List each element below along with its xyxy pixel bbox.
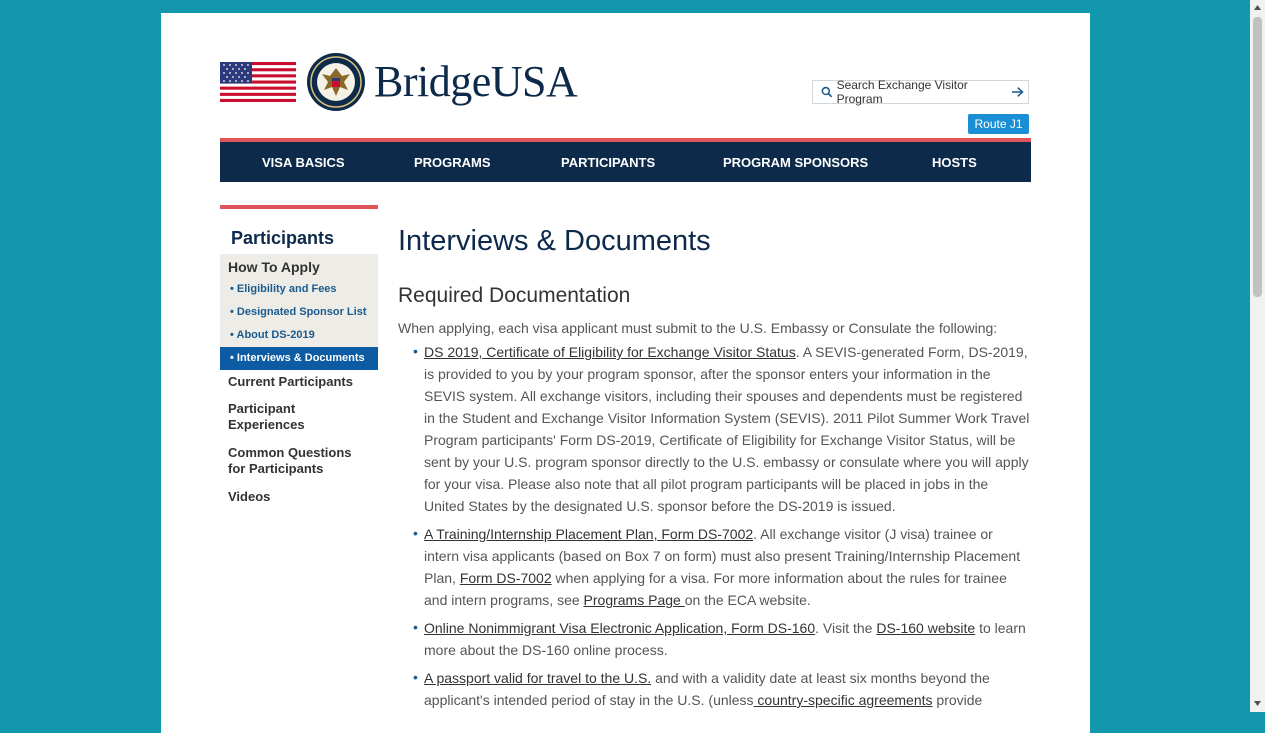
nav-hosts[interactable]: HOSTS: [932, 155, 977, 170]
search-placeholder[interactable]: Search Exchange Visitor Program: [836, 78, 968, 106]
main-content: [398, 221, 1038, 708]
list-item-text: when applying for a visa. For more information about the rules for trainee and intern programs, see: [424, 570, 1007, 608]
list-item-text: . All exchange visitor (J visa) trainee or intern visa applicants (based on Box 7 on form) must also present Training/Internship Placement Plan,: [424, 526, 1021, 586]
required-documents-list: [413, 341, 1030, 717]
ds7002-plan-link[interactable]: A Training/Internship Placement Plan, Form DS-7002: [424, 526, 754, 542]
intro-text: When applying, each visa applicant must submit to the U.S. Embassy or Consulate the following:: [398, 320, 998, 336]
arrow-right-icon[interactable]: [1011, 86, 1024, 98]
sidebar-item-videos[interactable]: Videos: [228, 489, 271, 504]
sidebar-subitem-sponsor-list[interactable]: • Designated Sponsor List: [230, 306, 367, 318]
page-title: Interviews & Documents: [398, 225, 711, 257]
sidebar-item-common-questions[interactable]: Common Questions for Participants: [228, 445, 352, 476]
sidebar-item-participant-experiences[interactable]: Participant Experiences: [228, 401, 305, 432]
ds160-form-link[interactable]: Online Nonimmigrant Visa Electronic Application, Form DS-160: [424, 620, 816, 636]
list-item: [413, 341, 1030, 517]
route-j1-button[interactable]: Route J1: [968, 114, 1029, 134]
site-brand-name[interactable]: BridgeUSA: [374, 57, 578, 106]
nav-programs[interactable]: PROGRAMS: [414, 155, 491, 170]
bullet-icon: •: [413, 669, 418, 685]
vertical-scrollbar[interactable]: [1250, 0, 1265, 712]
bullet-icon: •: [413, 343, 418, 359]
search-box[interactable]: [812, 80, 1029, 104]
list-item-text: on the ECA website.: [684, 592, 811, 608]
nav-program-sponsors[interactable]: PROGRAM SPONSORS: [723, 155, 869, 170]
ds2019-link[interactable]: DS 2019, Certificate of Eligibility for Exchange Visitor Status: [424, 344, 796, 360]
section-heading: Required Documentation: [398, 284, 631, 307]
sidebar-subitem-about-ds2019[interactable]: • About DS-2019: [230, 329, 315, 341]
sidebar-subitem-interviews-documents[interactable]: • Interviews & Documents: [220, 347, 378, 370]
passport-link[interactable]: A passport valid for travel to the U.S.: [424, 670, 652, 686]
bullet-icon: •: [413, 525, 418, 541]
nav-participants[interactable]: PARTICIPANTS: [561, 155, 656, 170]
scroll-down-arrow-icon[interactable]: [1253, 699, 1262, 708]
list-item: [413, 523, 1030, 611]
search-icon: [821, 86, 833, 98]
sidebar-accent-bar: [220, 205, 378, 209]
list-item-text: . Visit the: [815, 620, 877, 636]
us-flag-icon: [220, 62, 296, 102]
list-item-text: . A SEVIS-generated Form, DS-2019, is provided to you by your program sponsor, after the sponsor enters your information in the SEVIS system. All exchange visitors, including their spouses and dependents must be registered in the Student and Exchange Visitor Information System (SEVIS). 2011 Pilot Summer Work Travel Program participants' Form DS-2019, Certificate of Eligibility for Exchange Visitor Status, will be sent by your U.S. program sponsor directly to the U.S. embassy or consulate where you will apply for your visa. Please also note that all pilot program participants will be placed in jobs in the United States by the designated U.S. sponsor before the DS-2019 is issued.: [424, 344, 1030, 514]
list-item: [413, 667, 1030, 711]
sidebar-item-current-participants[interactable]: Current Participants: [228, 374, 353, 389]
sidebar-title[interactable]: Participants: [231, 228, 335, 248]
main-nav: [220, 142, 1031, 182]
ds7002-form-link[interactable]: Form DS-7002: [459, 570, 552, 586]
scroll-up-arrow-icon[interactable]: [1253, 3, 1262, 12]
list-item-text: and with a validity date at least six months beyond the applicant's intended period of stay in the U.S. (unless: [424, 670, 990, 708]
ds160-website-link[interactable]: DS-160 website: [876, 620, 976, 636]
country-agreements-link[interactable]: country-specific agreements: [753, 692, 933, 708]
state-department-seal-icon: [306, 52, 366, 112]
nav-visa-basics[interactable]: VISA BASICS: [262, 155, 345, 170]
sidebar-item-how-to-apply[interactable]: How To Apply: [228, 259, 320, 275]
bullet-icon: •: [413, 619, 418, 635]
programs-page-link[interactable]: Programs Page: [583, 592, 685, 608]
sidebar: [220, 205, 378, 505]
page-container: [161, 13, 1090, 733]
list-item-text: to learn more about the DS-160 online process.: [424, 620, 1026, 658]
scrollbar-thumb[interactable]: [1253, 17, 1262, 297]
sidebar-group-how-to-apply: [220, 254, 378, 370]
list-item-text: provide: [932, 692, 983, 708]
list-item: [413, 617, 1030, 661]
sidebar-subitem-eligibility[interactable]: • Eligibility and Fees: [230, 283, 337, 295]
